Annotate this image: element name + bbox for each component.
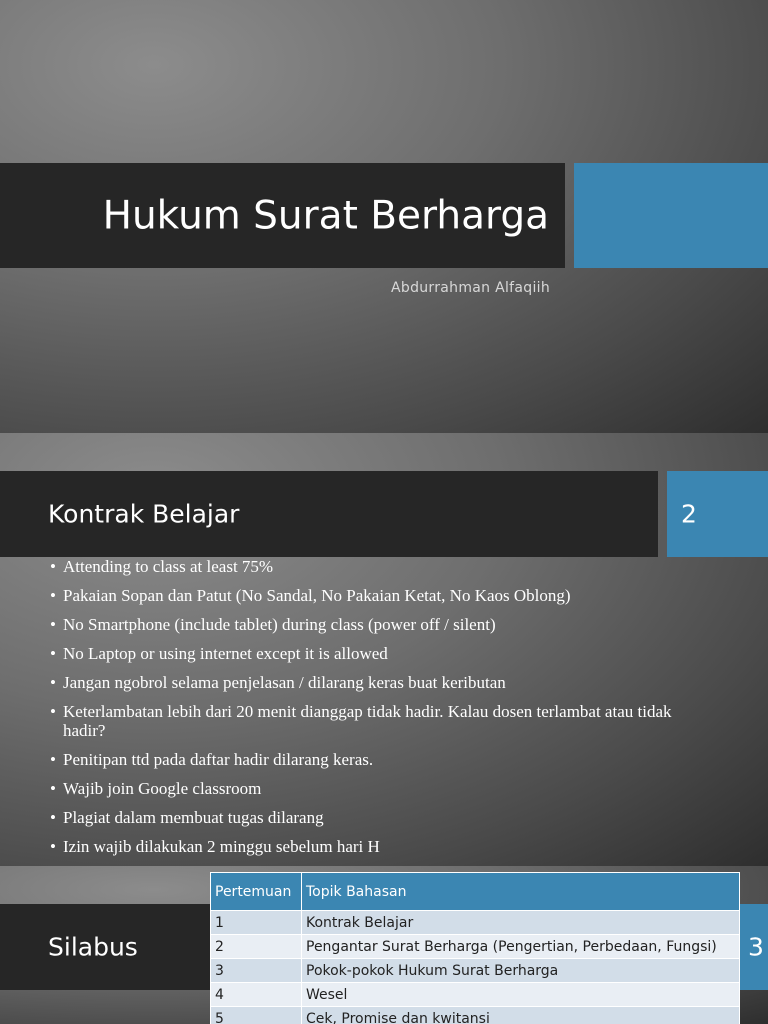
slide-heading: Kontrak Belajar — [48, 499, 240, 529]
bullet-item: • Izin wajib dilakukan 2 minggu sebelum hari H — [50, 837, 710, 856]
table-row — [211, 959, 740, 983]
table-cell: 5 — [211, 1007, 302, 1024]
table-cell: 1 — [211, 911, 302, 935]
table-row — [211, 1007, 740, 1024]
slide-number: 2 — [681, 499, 697, 529]
slide-heading-bar — [0, 471, 658, 557]
bullet-item: • Plagiat dalam membuat tugas dilarang — [50, 808, 710, 827]
table-row — [211, 983, 740, 1007]
bullet-item: • Wajib join Google classroom — [50, 779, 710, 798]
slide-kontrak-belajar — [0, 433, 768, 866]
bullet-item: • Jangan ngobrol selama penjelasan / dilarang keras buat keributan — [50, 673, 710, 692]
slide-number: 3 — [748, 932, 764, 962]
slide-number-box — [667, 471, 768, 557]
table-cell: Kontrak Belajar — [302, 911, 740, 935]
bullet-item: • No Smartphone (include tablet) during class (power off / silent) — [50, 615, 710, 634]
presentation-author: Abdurrahman Alfaqiih — [391, 280, 550, 296]
title-accent-block — [574, 163, 768, 268]
syllabus-table — [210, 872, 740, 1024]
table-cell: Pokok-pokok Hukum Surat Berharga — [302, 959, 740, 983]
table-cell: 2 — [211, 935, 302, 959]
table-cell: Cek, Promise dan kwitansi — [302, 1007, 740, 1024]
table-cell: Wesel — [302, 983, 740, 1007]
slide-number-box — [740, 904, 768, 990]
bullet-list — [50, 557, 710, 866]
column-header-pertemuan: Pertemuan — [211, 873, 302, 911]
title-bar — [0, 163, 565, 268]
table-row — [211, 911, 740, 935]
slide-heading: Silabus — [48, 932, 138, 962]
bullet-item: • Pakaian Sopan dan Patut (No Sandal, No Pakaian Ketat, No Kaos Oblong) — [50, 586, 710, 605]
table-header-row — [211, 873, 740, 911]
table-cell: Pengantar Surat Berharga (Pengertian, Perbedaan, Fungsi) — [302, 935, 740, 959]
slide-title — [0, 0, 768, 433]
bullet-item: • No Laptop or using internet except it is allowed — [50, 644, 710, 663]
column-header-topik: Topik Bahasan — [302, 873, 740, 911]
table-cell: 4 — [211, 983, 302, 1007]
slide-silabus — [0, 866, 768, 1024]
bullet-item: • Penitipan ttd pada daftar hadir dilarang keras. — [50, 750, 710, 769]
presentation-title: Hukum Surat Berharga — [102, 193, 549, 238]
bullet-item: • Attending to class at least 75% — [50, 557, 710, 576]
table-row — [211, 935, 740, 959]
bullet-item: • Keterlambatan lebih dari 20 menit dianggap tidak hadir. Kalau dosen terlambat atau tidak hadir? — [50, 702, 710, 740]
table-cell: 3 — [211, 959, 302, 983]
